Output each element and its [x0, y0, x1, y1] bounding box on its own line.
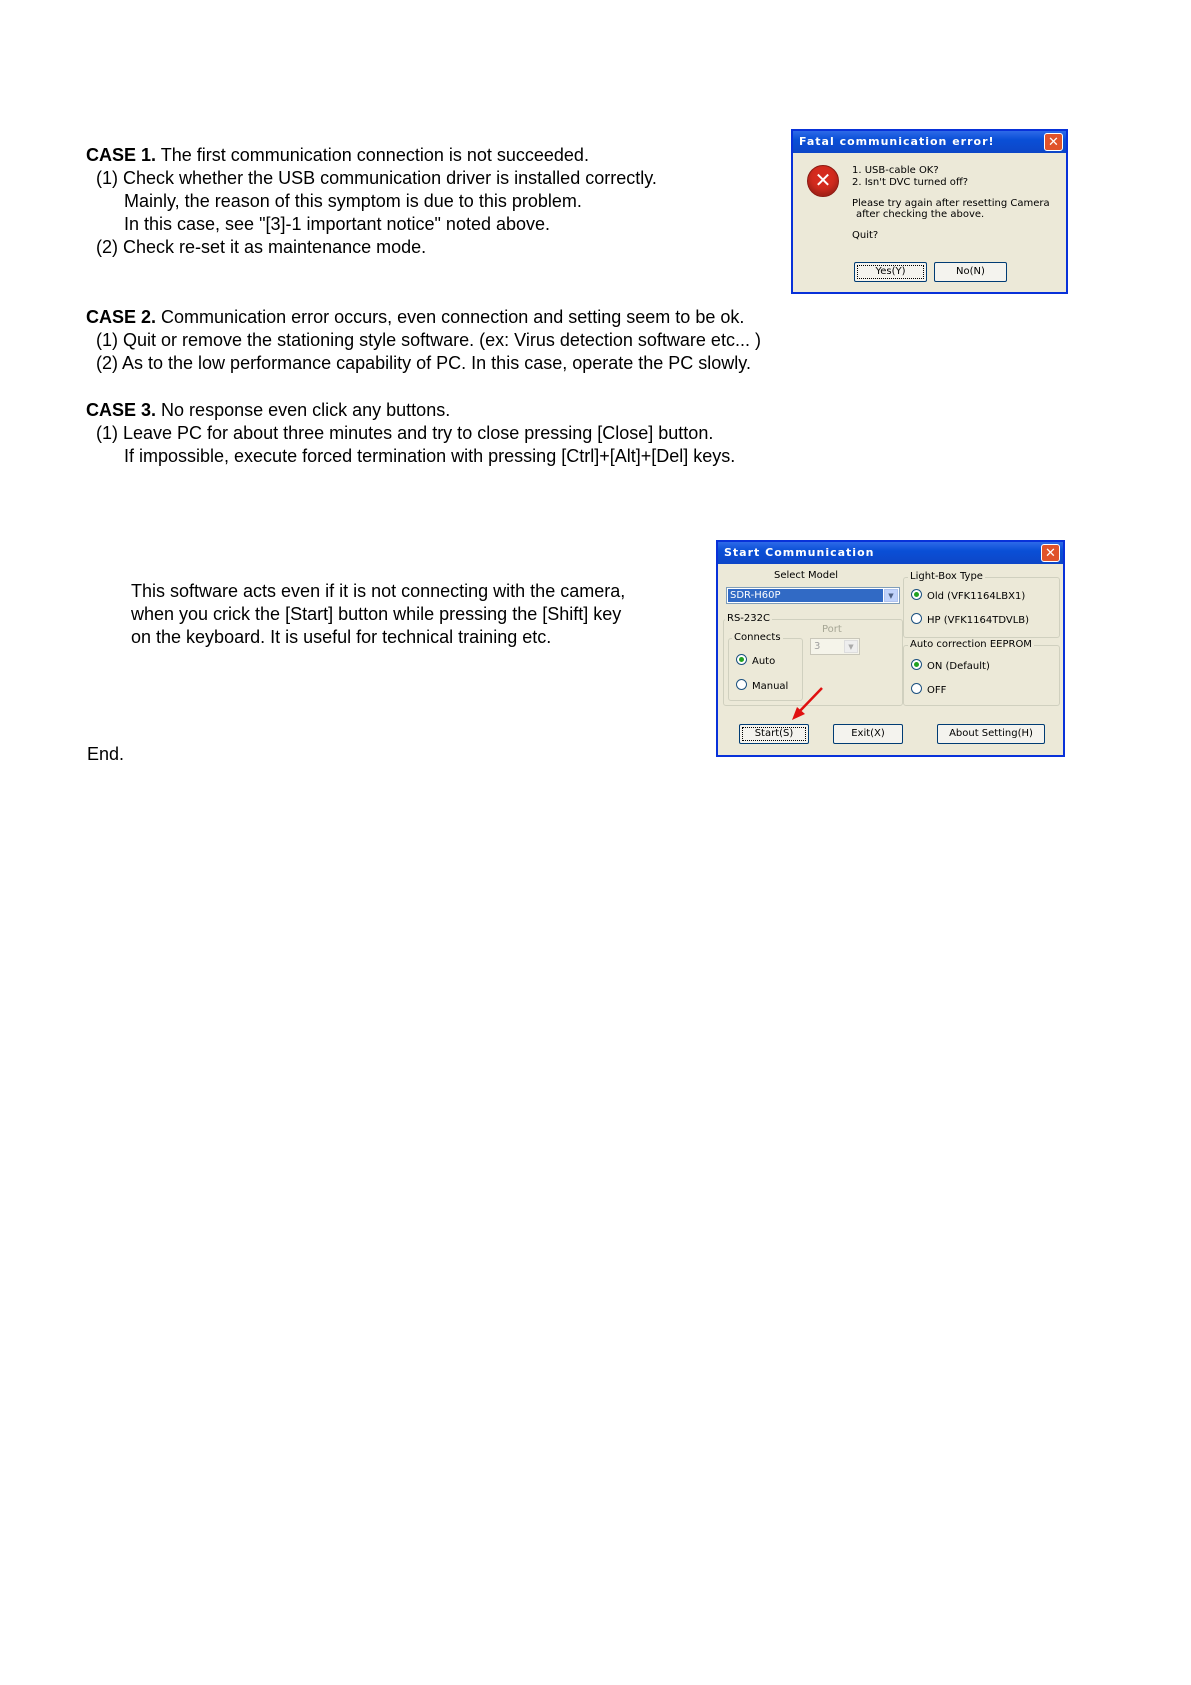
note-line3: on the keyboard. It is useful for technical training etc.	[131, 627, 552, 647]
start-dialog-title-text: Start Communication	[724, 546, 875, 559]
no-button[interactable]: No(N)	[934, 262, 1007, 282]
model-select[interactable]	[726, 587, 900, 604]
error-dialog-title	[793, 131, 1066, 153]
case1-label: CASE 1.	[86, 145, 157, 165]
exit-button[interactable]: Exit(X)	[833, 724, 903, 744]
close-icon[interactable]: ✕	[1044, 133, 1063, 151]
case3-heading	[86, 399, 450, 421]
auto-radio[interactable]	[736, 654, 775, 668]
about-setting-button[interactable]: About Setting(H)	[937, 724, 1045, 744]
yes-button[interactable]: Yes(Y)	[854, 262, 927, 282]
case3-line2: If impossible, execute forced termination with pressing [Ctrl]+[Alt]+[Del] keys.	[124, 446, 736, 466]
radio-selected-icon	[911, 659, 922, 670]
connects-label: Connects	[734, 632, 781, 643]
chevron-down-icon: ▼	[844, 640, 858, 653]
off-radio[interactable]	[911, 683, 946, 697]
case2-heading	[86, 306, 744, 328]
error-msg-3: Please try again after resetting Camera	[852, 198, 1050, 209]
hp-radio-label: HP (VFK1164TDVLB)	[927, 615, 1030, 626]
note-line1: This software acts even if it is not connecting with the camera,	[131, 581, 626, 601]
error-dialog-title-text: Fatal communication error!	[799, 135, 995, 148]
select-model-label: Select Model	[774, 570, 839, 581]
manual-radio-label: Manual	[752, 681, 789, 692]
case1-text: The first communication connection is not succeeded.	[160, 145, 589, 165]
case1-line4: (2) Check re-set it as maintenance mode.	[96, 237, 427, 257]
radio-icon	[911, 613, 922, 624]
radio-icon	[736, 679, 747, 690]
error-msg-1: 1. USB-cable OK?	[852, 165, 939, 176]
error-msg-4: after checking the above.	[856, 209, 985, 220]
model-select-value: SDR-H60P	[728, 589, 883, 602]
case3-label: CASE 3.	[86, 400, 157, 420]
case1-heading	[86, 144, 589, 166]
case3-text: No response even click any buttons.	[161, 400, 451, 420]
case2-line1: (1) Quit or remove the stationing style software. (ex: Virus detection software etc... )	[96, 330, 761, 350]
error-icon: ✕	[807, 165, 839, 197]
lightbox-label: Light-Box Type	[910, 571, 983, 582]
radio-selected-icon	[911, 589, 922, 600]
case1-line2: Mainly, the reason of this symptom is due to this problem.	[124, 191, 582, 211]
case3-line1: (1) Leave PC for about three minutes and try to close pressing [Close] button.	[96, 423, 714, 443]
hp-radio[interactable]	[911, 613, 1029, 627]
case2-label: CASE 2.	[86, 307, 157, 327]
start-dialog	[716, 540, 1065, 757]
port-select[interactable]	[810, 638, 860, 655]
lightbox-group	[903, 577, 1060, 638]
case2-text: Communication error occurs, even connection and setting seem to be ok.	[161, 307, 745, 327]
close-icon[interactable]: ✕	[1041, 544, 1060, 562]
on-radio[interactable]	[911, 659, 990, 673]
note-line2: when you crick the [Start] button while pressing the [Shift] key	[131, 604, 622, 624]
off-radio-label: OFF	[927, 685, 947, 696]
on-radio-label: ON (Default)	[927, 661, 990, 672]
auto-radio-label: Auto	[752, 656, 776, 667]
chevron-down-icon[interactable]: ▼	[884, 589, 898, 602]
case1-line3: In this case, see "[3]-1 important notice" noted above.	[124, 214, 551, 234]
eeprom-label: Auto correction EEPROM	[910, 639, 1032, 650]
error-msg-5: Quit?	[852, 230, 879, 241]
error-dialog	[791, 129, 1068, 294]
error-msg-2: 2. Isn't DVC turned off?	[852, 177, 969, 188]
manual-radio[interactable]	[736, 679, 788, 693]
case1-line1: (1) Check whether the USB communication driver is installed correctly.	[96, 168, 657, 188]
red-arrow-icon	[788, 685, 828, 725]
case2-line2: (2) As to the low performance capability of PC. In this case, operate the PC slowly.	[96, 353, 751, 373]
rs232c-label: RS-232C	[727, 613, 770, 624]
port-label: Port	[822, 624, 842, 635]
old-radio-label: Old (VFK1164LBX1)	[927, 591, 1026, 602]
end-text: End.	[87, 744, 125, 764]
old-radio[interactable]	[911, 589, 1025, 603]
start-dialog-title	[718, 542, 1063, 564]
radio-selected-icon	[736, 654, 747, 665]
port-select-value: 3	[814, 641, 821, 652]
start-button[interactable]: Start(S)	[739, 724, 809, 744]
radio-icon	[911, 683, 922, 694]
